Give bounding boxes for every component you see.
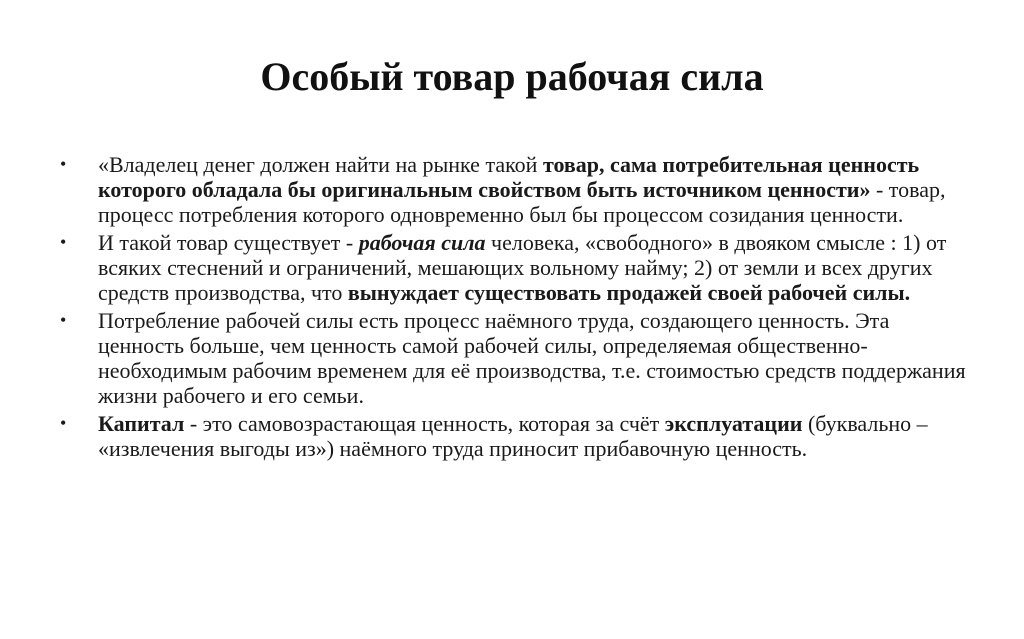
bullet-item-1 — [60, 152, 980, 227]
bullet-icon: • — [60, 310, 67, 330]
bullet-2-bold: вынуждает существовать продажей своей рабочей силы. — [347, 280, 911, 305]
bullet-2-bold-italic: рабочая сила — [358, 230, 486, 255]
bullet-list — [60, 152, 980, 464]
bullet-4-bold-start: Капитал — [98, 411, 185, 436]
bullet-item-4 — [60, 411, 980, 461]
bullet-3-text: Потребление рабочей силы есть процесс наёмного труда, создающего ценность. Эта ценность больше, чем ценность самой рабочей силы, определяемая общественно-необходимым рабочим временем для её производства, т.е. стоимостью средств поддержания жизни рабочего и его семьи. — [98, 308, 966, 408]
bullet-1-text-end: - товар, процесс потребления которого одновременно был бы процессом созидания ценности. — [98, 177, 946, 227]
bullet-4-text-end: (буквально – «извлечения выгоды из») наёмного труда приносит прибавочную ценность. — [98, 411, 928, 461]
bullet-2-text-mid: человека, «свободного» в двояком смысле : 1) от всяких стеснений и ограничений, мешающих вольному найму; 2) от земли и всех других средств производства, что — [98, 230, 947, 305]
bullet-2-text: И такой товар существует - — [98, 230, 359, 255]
bullet-icon: • — [60, 232, 67, 252]
bullet-1-bold: товар, сама потребительная ценность которого обладала бы оригинальным свойством быть источником ценности» — [98, 152, 920, 202]
bullet-icon: • — [60, 413, 67, 433]
bullet-4-bold-mid: эксплуатации — [664, 411, 803, 436]
bullet-4-text: - это самовозрастающая ценность, которая за счёт — [184, 411, 665, 436]
slide-title: Особый товар рабочая сила — [260, 54, 764, 99]
bullet-item-2 — [60, 230, 980, 305]
bullet-item-3 — [60, 308, 980, 408]
bullet-1-text: «Владелец денег должен найти на рынке такой — [98, 152, 543, 177]
bullet-icon: • — [60, 154, 67, 174]
